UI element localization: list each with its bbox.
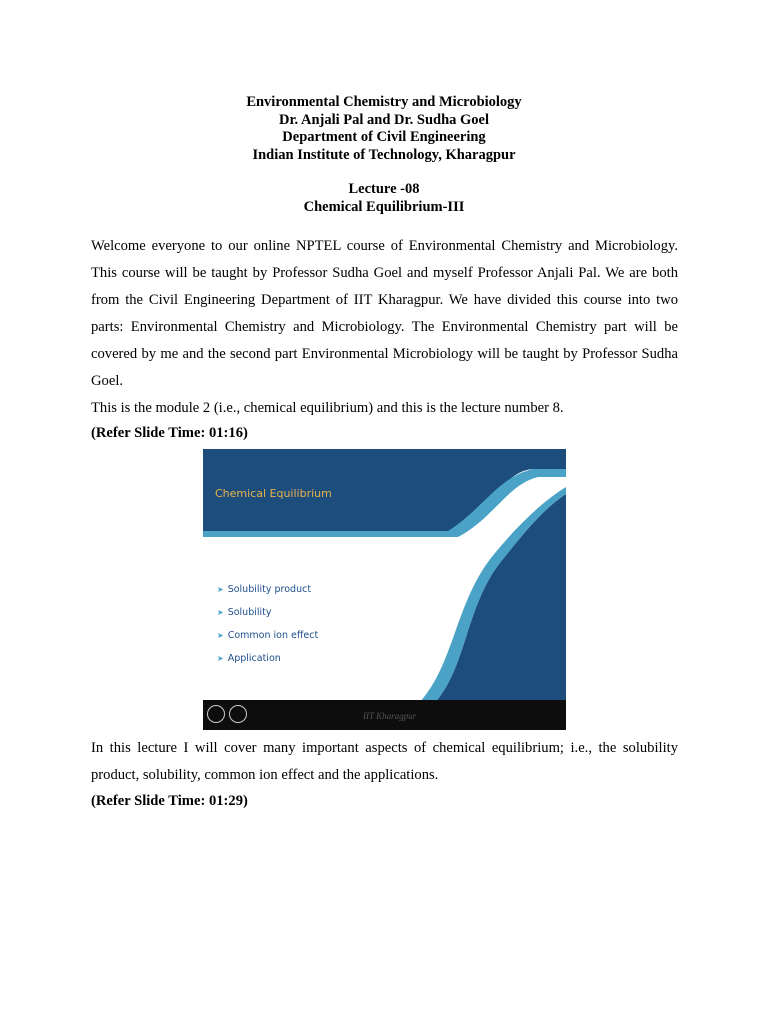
slide-title: Chemical Equilibrium <box>215 487 332 500</box>
intro-paragraph: Welcome everyone to our online NPTEL course of Environmental Chemistry and Microbiology. This course will be taught by Professor Sudha Goel and myself Professor Anjali Pal. We are both from the Civil Engineering Department of IIT Kharagpur. We have divided this course into two parts: Environmental Chemistry and Microbiology. The Environmental Chemistry part will be covered by me and the second part Environmental Microbiology will be taught by Professor Sudha Goel. <box>91 238 678 389</box>
arrow-bullet-icon: ➤ <box>217 608 224 617</box>
arrow-bullet-icon: ➤ <box>217 585 224 594</box>
slide-bullet: ➤ Common ion effect <box>217 630 319 641</box>
slide-bullet: ➤ Application <box>217 653 281 664</box>
lecture-number: Lecture -08 <box>348 181 420 197</box>
slide-bullet-list <box>217 578 318 670</box>
arrow-bullet-icon: ➤ <box>217 654 224 663</box>
refer-slide-time-2: (Refer Slide Time: 01:29) <box>91 793 248 809</box>
summary-paragraph: In this lecture I will cover many important aspects of chemical equilibrium; i.e., the solubility product, solubility, common ion effect and the applications. <box>91 740 678 783</box>
slide-bullet: ➤ Solubility <box>217 607 272 618</box>
iit-logo-icon <box>207 705 225 723</box>
arrow-bullet-icon: ➤ <box>217 631 224 640</box>
nptel-logo-icon <box>229 705 247 723</box>
course-title: Environmental Chemistry and Microbiology <box>246 94 522 110</box>
document-header <box>0 94 768 164</box>
lecture-slide-image <box>203 449 566 730</box>
lecture-title: Chemical Equilibrium-III <box>303 198 465 215</box>
lecture-heading <box>0 181 768 216</box>
module-paragraph: This is the module 2 (i.e., chemical equilibrium) and this is the lecture number 8. <box>91 400 564 416</box>
department: Department of Civil Engineering <box>282 129 486 145</box>
institute: Indian Institute of Technology, Kharagpur <box>252 146 516 163</box>
refer-slide-time-1: (Refer Slide Time: 01:16) <box>91 425 248 441</box>
slide-bullet: ➤ Solubility product <box>217 584 312 595</box>
slide-footer: IIT Kharagpur <box>363 711 417 721</box>
instructors: Dr. Anjali Pal and Dr. Sudha Goel <box>278 111 490 128</box>
